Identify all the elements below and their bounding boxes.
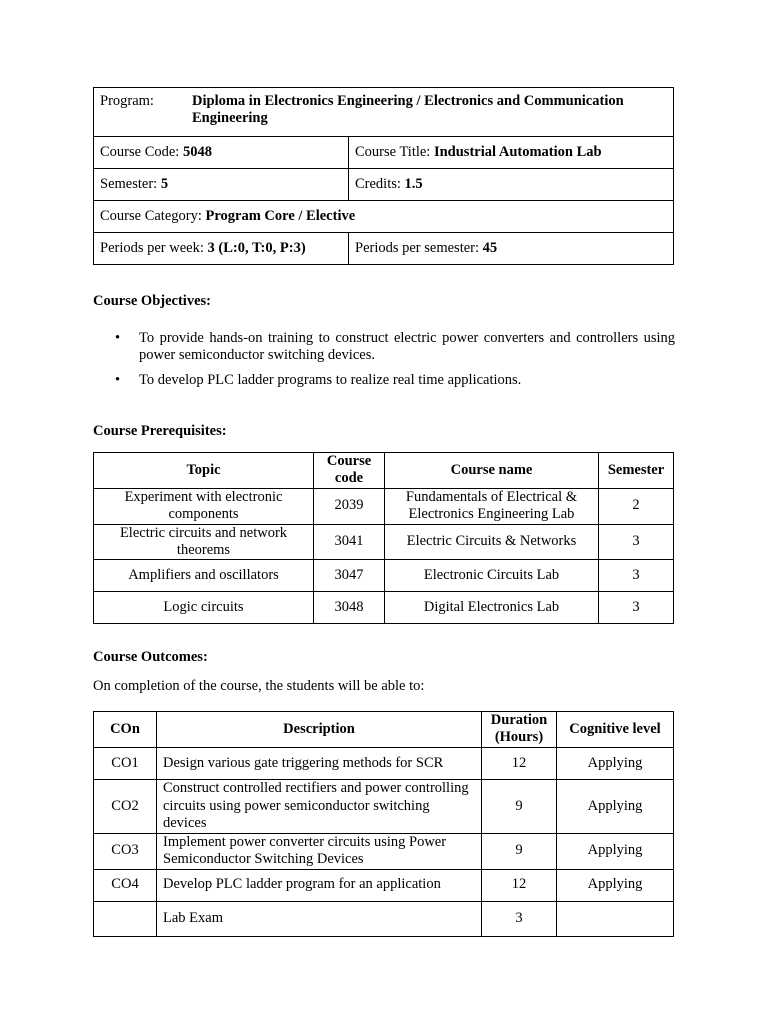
course-title-label: Course Title: [355,143,434,160]
column-header: Cognitive level [557,712,674,748]
table-row [94,592,674,624]
table-cell: Amplifiers and oscillators [94,560,314,592]
periods-semester-value: 45 [482,239,498,256]
list-item: • To provide hands-on training to construct electric power converters and controllers using power semiconductor switching devices. [93,330,675,365]
objectives-list [93,330,675,396]
table-cell: 3 [599,560,674,592]
semester-value: 5 [160,175,169,192]
column-header: Course name [385,453,599,489]
list-item: • To develop PLC ladder programs to realize real time applications. [93,372,675,389]
course-code-label: Course Code: [100,143,183,160]
table-cell: Develop PLC ladder program for an application [157,869,482,901]
column-header: Semester [599,453,674,489]
semester-label: Semester: [100,175,161,192]
table-header-row [94,712,674,748]
table-cell: 3048 [314,592,385,624]
table-cell: Applying [557,833,674,869]
table-cell: Electric Circuits & Networks [385,524,599,560]
table-header-row [94,453,674,489]
table-cell: Electronic Circuits Lab [385,560,599,592]
category-value: Program Core / Elective [205,207,356,224]
table-cell: Applying [557,869,674,901]
course-code-value: 5048 [182,143,212,160]
category-cell [94,201,674,233]
table-cell: 9 [482,833,557,869]
table-row [94,869,674,901]
table-cell: Construct controlled rectifiers and power controlling circuits using power semiconductor switching devices [157,779,482,833]
table-row [94,488,674,524]
periods-week-label: Periods per week: [100,239,208,256]
semester-cell [94,169,349,201]
program-cell [94,88,674,137]
periods-week-value: 3 (L:0, T:0, P:3) [207,239,306,256]
table-cell: 2039 [314,488,385,524]
table-cell: 12 [482,747,557,779]
table-row [94,901,674,936]
table-row [94,833,674,869]
table-row [94,560,674,592]
table-cell: Design various gate triggering methods for SCR [157,747,482,779]
course-info-table [93,87,674,265]
outcomes-table [93,711,674,937]
periods-semester-cell [349,233,674,265]
column-header: COn [94,712,157,748]
table-cell: Lab Exam [157,901,482,936]
table-cell: Applying [557,779,674,833]
column-header: Duration (Hours) [482,712,557,748]
outcomes-intro: On completion of the course, the students will be able to: [93,678,425,694]
prerequisites-table [93,452,674,624]
periods-week-cell [94,233,349,265]
program-value: Diploma in Electronics Engineering / Electronics and Communication Engineering [192,93,624,127]
table-row [94,779,674,833]
table-cell: 3 [482,901,557,936]
column-header: Description [157,712,482,748]
credits-cell [349,169,674,201]
outcomes-heading: Course Outcomes: [93,649,208,665]
course-title-value: Industrial Automation Lab [433,143,602,160]
table-cell: Logic circuits [94,592,314,624]
prerequisites-heading: Course Prerequisites: [93,423,227,439]
column-header: Course code [314,453,385,489]
table-cell: CO3 [94,833,157,869]
objectives-heading: Course Objectives: [93,293,211,309]
course-code-cell [94,137,349,169]
table-row [94,747,674,779]
course-title-cell [349,137,674,169]
table-cell [94,901,157,936]
table-cell: 3041 [314,524,385,560]
table-cell: Applying [557,747,674,779]
table-cell: 2 [599,488,674,524]
table-cell: Implement power converter circuits using Power Semiconductor Switching Devices [157,833,482,869]
table-cell: 3 [599,524,674,560]
credits-value: 1.5 [404,175,423,192]
table-cell: CO2 [94,779,157,833]
table-cell: 12 [482,869,557,901]
table-cell: CO1 [94,747,157,779]
program-label: Program: [100,93,154,109]
table-cell: Experiment with electronic components [94,488,314,524]
table-cell [557,901,674,936]
periods-semester-label: Periods per semester: [355,239,483,256]
category-label: Course Category: [100,207,206,224]
table-cell: Electric circuits and network theorems [94,524,314,560]
table-cell: 9 [482,779,557,833]
column-header: Topic [94,453,314,489]
credits-label: Credits: [355,175,405,192]
table-cell: Digital Electronics Lab [385,592,599,624]
table-row [94,524,674,560]
table-cell: 3047 [314,560,385,592]
table-cell: Fundamentals of Electrical & Electronics Engineering Lab [385,488,599,524]
table-cell: 3 [599,592,674,624]
table-cell: CO4 [94,869,157,901]
